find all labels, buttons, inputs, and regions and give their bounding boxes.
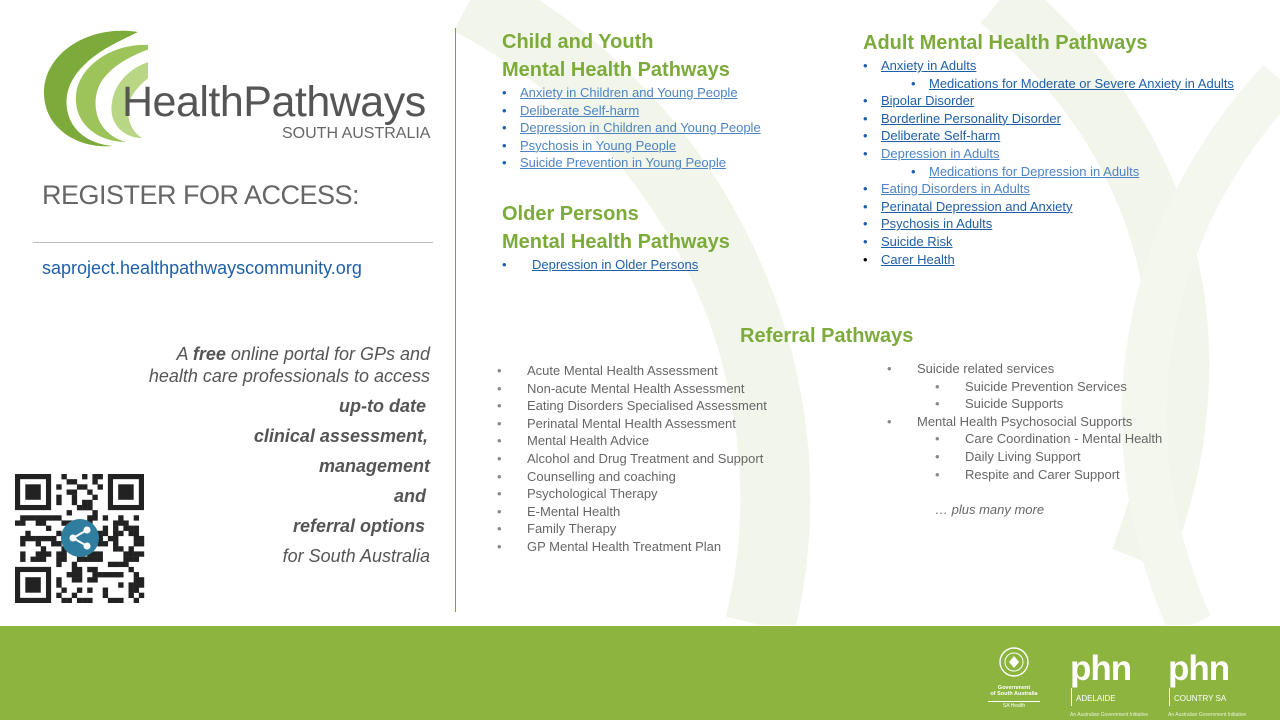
list-item: • Daily Living Support <box>885 448 1162 466</box>
pathway-link[interactable]: Bipolar Disorder <box>881 93 975 109</box>
pathway-link[interactable]: Anxiety in Children and Young People <box>520 85 738 100</box>
phn-country-sa-logo <box>1168 649 1247 718</box>
portal-line2: health care professionals to access <box>148 366 430 386</box>
phn-adelaide-sub: ADELAIDE <box>1076 694 1116 703</box>
list-item: • Suicide Prevention Services <box>885 378 1162 396</box>
phn-country-tag: An Australian Government Initiative <box>1168 712 1247 718</box>
pathway-link[interactable]: Perinatal Depression and Anxiety <box>881 198 1073 214</box>
list-item: • Family Therapy <box>495 520 767 538</box>
pathway-link[interactable]: Suicide Risk <box>881 233 953 249</box>
list-item <box>502 84 761 102</box>
child-youth-heading-line1: Child and Youth <box>502 31 654 53</box>
portal-line5: management <box>318 456 430 476</box>
portal-line4: clinical assessment, <box>253 426 428 446</box>
divider <box>33 242 433 243</box>
phn-adelaide-sub-wrap <box>1071 688 1148 706</box>
pathway-link[interactable]: Borderline Personality Disorder <box>881 110 1061 126</box>
pathway-link[interactable]: Depression in Older Persons <box>532 257 699 272</box>
list-item <box>502 256 730 274</box>
older-persons-list <box>502 256 730 274</box>
list-item: • Non-acute Mental Health Assessment <box>495 380 767 398</box>
sa-government-crest-icon <box>985 646 1043 680</box>
older-persons-heading-line2: Mental Health Pathways <box>502 231 730 253</box>
sa-gov-line1: Government <box>997 685 1031 691</box>
logo-title: HealthPathways <box>122 78 426 126</box>
list-item: • Suicide related services <box>885 360 1162 378</box>
adult-heading: Adult Mental Health Pathways <box>863 32 1148 54</box>
free-emphasis: free <box>192 344 226 364</box>
adult-list <box>863 57 1234 268</box>
pathway-link[interactable]: Suicide Prevention in Young People <box>520 155 726 171</box>
referral-left-list <box>495 362 767 556</box>
phn-adelaide-word: phn <box>1070 649 1132 688</box>
list-item <box>863 145 1234 163</box>
pathway-link[interactable]: Medications for Depression in Adults <box>929 163 1140 179</box>
child-youth-list <box>502 84 761 172</box>
pathway-link[interactable]: Psychosis in Young People <box>520 137 677 153</box>
pathway-link[interactable]: Carer Health <box>881 251 955 267</box>
pathway-link[interactable]: Eating Disorders in Adults <box>881 181 1030 197</box>
list-item <box>502 119 761 137</box>
referral-heading: Referral Pathways <box>740 325 914 347</box>
child-youth-heading-line2: Mental Health Pathways <box>502 59 730 81</box>
phn-country-word: phn <box>1168 649 1230 688</box>
logo-subtitle: SOUTH AUSTRALIA <box>282 125 431 142</box>
list-item <box>863 92 1234 110</box>
portal-line8: for South Australia <box>282 546 430 566</box>
list-item: • GP Mental Health Treatment Plan <box>495 538 767 556</box>
pathway-link[interactable]: Psychosis in Adults <box>881 216 993 232</box>
plus-many-more: … plus many more <box>935 502 1045 517</box>
list-item <box>863 215 1234 233</box>
portal-line3: up-to date <box>339 396 426 416</box>
list-item: • Mental Health Psychosocial Supports <box>885 413 1162 431</box>
adult-section <box>863 29 1234 268</box>
list-item <box>863 163 1234 181</box>
list-item <box>502 102 761 120</box>
sa-gov-line3: SA Health <box>1002 703 1026 709</box>
phn-country-sub-wrap <box>1169 688 1246 706</box>
list-item <box>502 137 761 155</box>
share-icon <box>61 519 99 557</box>
vertical-divider <box>455 28 456 612</box>
register-url-link[interactable]: saproject.healthpathwayscommunity.org <box>42 258 362 278</box>
list-item <box>863 75 1234 93</box>
list-item <box>863 233 1234 251</box>
list-item <box>863 57 1234 75</box>
list-item <box>863 180 1234 198</box>
list-item: • Mental Health Advice <box>495 432 767 450</box>
older-persons-heading-line1: Older Persons <box>502 203 639 225</box>
list-item <box>863 251 1234 269</box>
list-item: • Suicide Supports <box>885 395 1162 413</box>
list-item: • Psychological Therapy <box>495 485 767 503</box>
register-heading: REGISTER FOR ACCESS: <box>42 180 360 210</box>
list-item <box>863 198 1234 216</box>
list-item: • Eating Disorders Specialised Assessment <box>495 397 767 415</box>
healthpathways-logo <box>38 24 438 154</box>
portal-line7: referral options <box>292 516 425 536</box>
list-item <box>863 127 1234 145</box>
list-item: • Acute Mental Health Assessment <box>495 362 767 380</box>
list-item: • Care Coordination - Mental Health <box>885 430 1162 448</box>
qr-code-icon[interactable] <box>15 474 146 603</box>
list-item: • Alcohol and Drug Treatment and Support <box>495 450 767 468</box>
list-item: • E-Mental Health <box>495 503 767 521</box>
sa-gov-line2: of South Australia <box>990 691 1038 697</box>
portal-description <box>100 343 430 567</box>
pathway-link[interactable]: Anxiety in Adults <box>881 58 977 73</box>
pathway-link[interactable]: Deliberate Self-harm <box>520 102 640 118</box>
referral-right-list <box>885 360 1162 483</box>
older-persons-section <box>502 200 730 274</box>
sa-government-logo <box>985 646 1043 709</box>
pathway-link[interactable]: Depression in Children and Young People <box>520 120 761 136</box>
pathway-link[interactable]: Depression in Adults <box>881 145 1000 161</box>
list-item: • Counselling and coaching <box>495 468 767 486</box>
child-youth-section <box>502 28 761 172</box>
pathway-link[interactable]: Deliberate Self-harm <box>881 128 1001 144</box>
list-item: • Respite and Carer Support <box>885 466 1162 484</box>
pathway-link[interactable]: Medications for Moderate or Severe Anxiety in Adults <box>929 75 1234 91</box>
list-item <box>502 154 761 172</box>
list-item: • Perinatal Mental Health Assessment <box>495 415 767 433</box>
phn-adelaide-tag: An Australian Government Initiative <box>1070 712 1149 718</box>
list-item <box>863 110 1234 128</box>
phn-adelaide-logo <box>1070 649 1149 718</box>
portal-line1: A free online portal for GPs and <box>176 344 430 364</box>
portal-line6: and <box>393 486 426 506</box>
phn-country-sub: COUNTRY SA <box>1174 694 1227 703</box>
